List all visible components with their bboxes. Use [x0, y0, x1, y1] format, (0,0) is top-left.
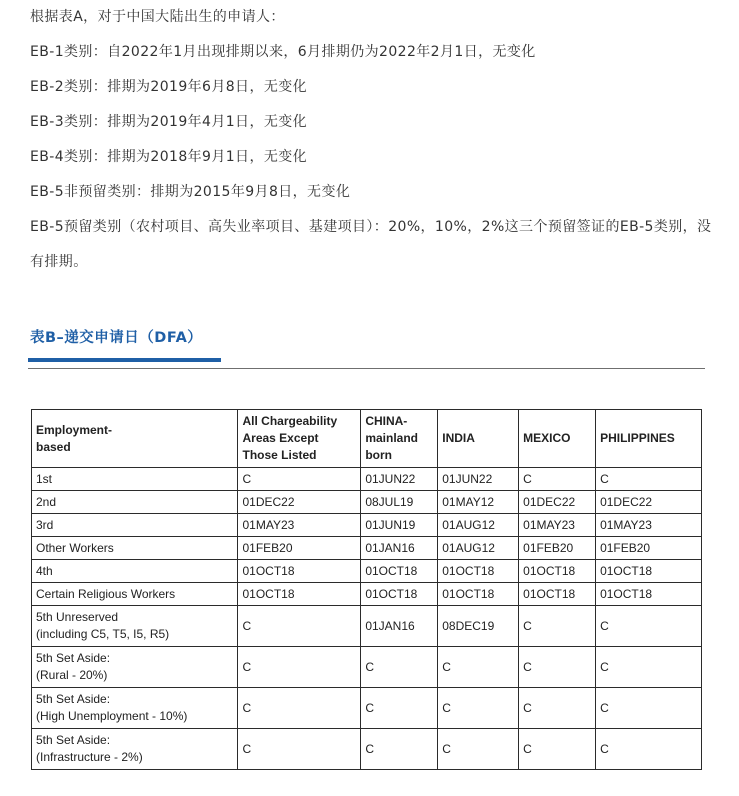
table-cell: C	[238, 647, 361, 688]
table-cell: 01JUN19	[361, 514, 438, 537]
row-label: 1st	[32, 468, 238, 491]
table-body	[32, 468, 702, 770]
table-row	[32, 468, 702, 491]
row-label: 5th Set Aside: (Infrastructure - 2%)	[32, 729, 238, 770]
table-cell: 01FEB20	[519, 537, 596, 560]
table-header-row	[32, 410, 702, 468]
intro-line: EB-5非预留类别：排期为2015年9月8日，无变化	[30, 184, 351, 200]
table-cell: 01JAN16	[361, 606, 438, 647]
table-cell: C	[361, 688, 438, 729]
table-row	[32, 688, 702, 729]
intro-line: EB-2类别：排期为2019年6月8日，无变化	[30, 79, 308, 95]
table-cell: C	[519, 606, 596, 647]
table-row	[32, 560, 702, 583]
table-cell: 01JUN22	[361, 468, 438, 491]
table-cell: 01OCT18	[596, 560, 702, 583]
table-cell: C	[438, 647, 519, 688]
table-cell: C	[238, 468, 361, 491]
row-label: 3rd	[32, 514, 238, 537]
table-cell: 01OCT18	[361, 583, 438, 606]
intro-line: EB-5预留类别（农村项目、高失业率项目、基建项目）：20%，10%，2%这三个预留签证的EB-5类别，没有排期。	[30, 219, 712, 270]
table-cell: C	[361, 729, 438, 770]
table-row	[32, 729, 702, 770]
table-cell: C	[438, 729, 519, 770]
table-cell: 01AUG12	[438, 514, 519, 537]
row-label: 2nd	[32, 491, 238, 514]
table-cell: 01OCT18	[438, 560, 519, 583]
table-cell: 01OCT18	[519, 560, 596, 583]
table-cell: 01OCT18	[596, 583, 702, 606]
row-label: 4th	[32, 560, 238, 583]
table-cell: 01OCT18	[438, 583, 519, 606]
table-cell: 01JAN16	[361, 537, 438, 560]
table-cell: C	[596, 729, 702, 770]
table-cell: C	[238, 688, 361, 729]
intro-line: EB-4类别：排期为2018年9月1日，无变化	[30, 149, 308, 165]
row-label: 5th Set Aside: (Rural - 20%)	[32, 647, 238, 688]
column-header: PHILIPPINES	[596, 410, 702, 468]
table-row	[32, 514, 702, 537]
dfa-table	[31, 409, 702, 770]
table-cell: 08JUL19	[361, 491, 438, 514]
column-header: MEXICO	[519, 410, 596, 468]
table-row	[32, 647, 702, 688]
table-cell: 01FEB20	[596, 537, 702, 560]
table-cell: C	[238, 729, 361, 770]
table-cell: C	[519, 647, 596, 688]
table-cell: C	[238, 606, 361, 647]
table-cell: C	[596, 606, 702, 647]
table-row	[32, 537, 702, 560]
table-cell: C	[438, 688, 519, 729]
column-header: CHINA- mainland born	[361, 410, 438, 468]
row-label: 5th Unreserved (including C5, T5, I5, R5)	[32, 606, 238, 647]
column-header: All Chargeability Areas Except Those Listed	[238, 410, 361, 468]
table-cell: C	[519, 688, 596, 729]
table-row	[32, 491, 702, 514]
intro-line: EB-3类别：排期为2019年4月1日，无变化	[30, 114, 308, 130]
table-cell: 01DEC22	[519, 491, 596, 514]
table-cell: 01OCT18	[361, 560, 438, 583]
intro-text	[30, 0, 720, 280]
table-row	[32, 583, 702, 606]
divider	[28, 368, 705, 369]
table-cell: 01MAY12	[438, 491, 519, 514]
table-cell: 01MAY23	[596, 514, 702, 537]
section-title-underline	[28, 358, 221, 362]
table-cell: 01AUG12	[438, 537, 519, 560]
column-header: INDIA	[438, 410, 519, 468]
table-cell: 01OCT18	[238, 583, 361, 606]
table-cell: C	[596, 468, 702, 491]
table-row	[32, 606, 702, 647]
intro-line: 根据表A，对于中国大陆出生的申请人：	[30, 9, 285, 25]
column-header: Employment- based	[32, 410, 238, 468]
table-cell: 01JUN22	[438, 468, 519, 491]
table-cell: 01FEB20	[238, 537, 361, 560]
table-cell: C	[596, 647, 702, 688]
intro-line: EB-1类别：自2022年1月出现排期以来，6月排期仍为2022年2月1日，无变化	[30, 44, 536, 60]
row-label: 5th Set Aside: (High Unemployment - 10%)	[32, 688, 238, 729]
table-cell: 01DEC22	[596, 491, 702, 514]
table-cell: 01OCT18	[238, 560, 361, 583]
table-cell: 01DEC22	[238, 491, 361, 514]
table-cell: 01MAY23	[238, 514, 361, 537]
table-cell: 08DEC19	[438, 606, 519, 647]
table-cell: C	[519, 468, 596, 491]
table-cell: 01OCT18	[519, 583, 596, 606]
section-title: 表B–递交申请日（DFA）	[30, 330, 203, 346]
table-cell: C	[596, 688, 702, 729]
table-cell: C	[519, 729, 596, 770]
table-cell: C	[361, 647, 438, 688]
table-cell: 01MAY23	[519, 514, 596, 537]
row-label: Other Workers	[32, 537, 238, 560]
row-label: Certain Religious Workers	[32, 583, 238, 606]
